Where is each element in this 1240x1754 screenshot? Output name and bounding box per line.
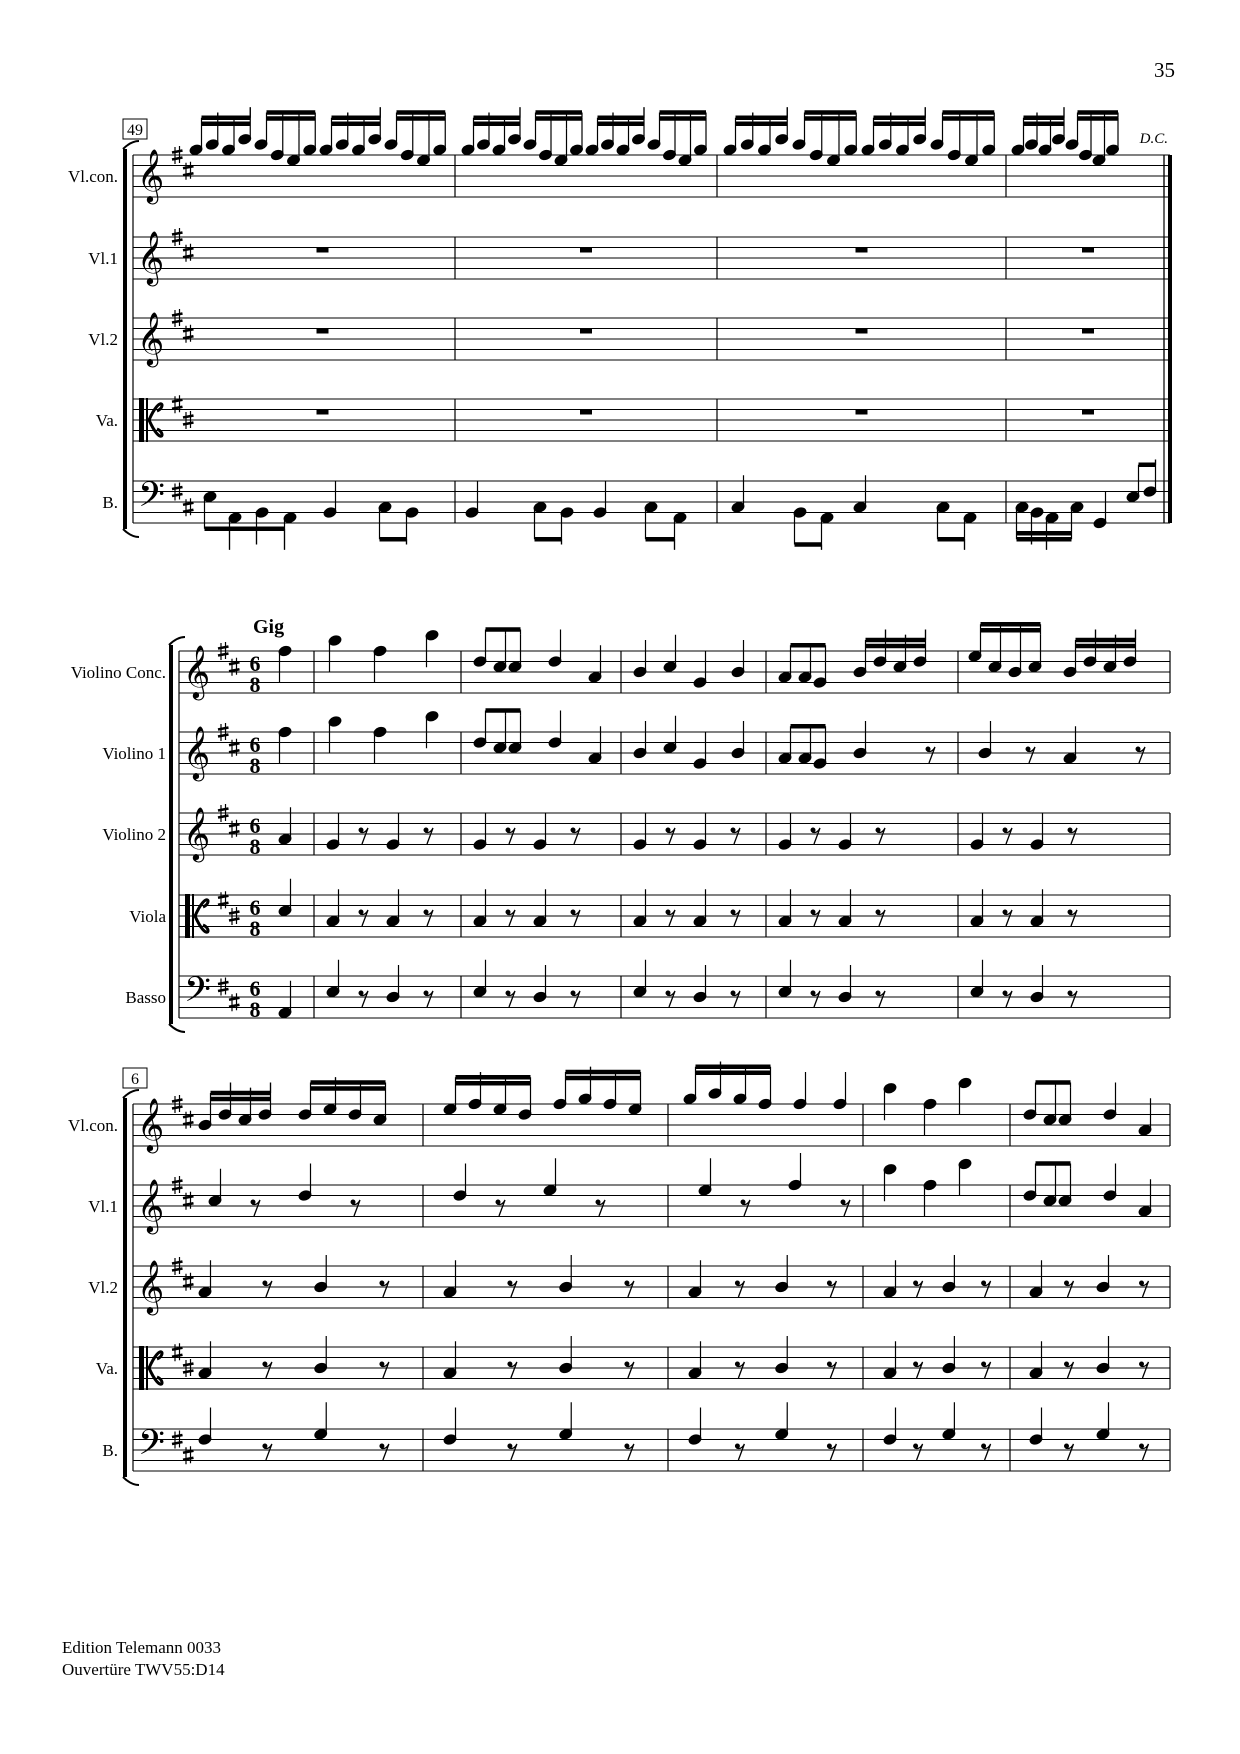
eighth-rest-icon: [666, 991, 676, 1008]
staff-label: Vl.1: [88, 1197, 118, 1216]
bracket-bottom: [123, 529, 139, 537]
measure-number: 6: [131, 1071, 139, 1088]
sharp-icon: [183, 1192, 194, 1210]
eighth-rest-icon: [981, 1362, 991, 1379]
eighth-rest-icon: [981, 1444, 991, 1461]
treble-clef-icon: 𝄞: [183, 806, 211, 860]
bass-clef-icon: 𝄢: [138, 474, 166, 523]
eighth-rest-icon: [981, 1281, 991, 1298]
eighth-rest-icon: [876, 910, 886, 927]
eighth-rest-icon: [1064, 1281, 1074, 1298]
sharp-icon: [229, 739, 240, 757]
eighth-rest-icon: [1003, 991, 1013, 1008]
eighth-rest-icon: [735, 1444, 745, 1461]
whole-rest-icon: [317, 329, 329, 334]
eighth-rest-icon: [351, 1200, 361, 1217]
treble-clef-icon: 𝄞: [137, 311, 165, 365]
staff-label: Vl.con.: [67, 167, 118, 186]
eighth-rest-icon: [624, 1362, 634, 1379]
eighth-rest-icon: [379, 1362, 389, 1379]
eighth-rest-icon: [571, 991, 581, 1008]
treble-clef-icon: 𝄞: [137, 148, 165, 202]
treble-clef-icon: 𝄞: [137, 1178, 165, 1232]
eighth-rest-icon: [731, 991, 741, 1008]
eighth-rest-icon: [827, 1281, 837, 1298]
eighth-rest-icon: [1139, 1362, 1149, 1379]
eighth-rest-icon: [424, 991, 434, 1008]
whole-rest-icon: [580, 410, 592, 415]
staff-label: Va.: [95, 1359, 118, 1378]
staff-label: B.: [102, 1441, 118, 1460]
eighth-rest-icon: [424, 828, 434, 845]
time-signature-numerator: 6: [249, 976, 261, 1001]
treble-clef-icon: 𝄞: [137, 230, 165, 284]
system-1: [68, 119, 1170, 537]
bracket-bottom: [123, 1477, 139, 1485]
eighth-rest-icon: [731, 828, 741, 845]
eighth-rest-icon: [1136, 747, 1146, 764]
eighth-rest-icon: [379, 1444, 389, 1461]
eighth-rest-icon: [359, 991, 369, 1008]
whole-rest-icon: [1082, 329, 1094, 334]
bass-clef-icon: 𝄢: [184, 969, 212, 1018]
eighth-rest-icon: [379, 1281, 389, 1298]
time-signature-denominator: 8: [249, 753, 261, 778]
page-number: 35: [1154, 58, 1175, 82]
treble-clef-icon: 𝄞: [183, 725, 211, 779]
time-signature-denominator: 8: [249, 997, 261, 1022]
eighth-rest-icon: [913, 1362, 923, 1379]
treble-clef-icon: 𝄞: [137, 1097, 165, 1151]
sharp-icon: [218, 891, 229, 909]
sharp-icon: [229, 993, 240, 1011]
time-signature-denominator: 8: [249, 834, 261, 859]
whole-rest-icon: [317, 410, 329, 415]
eighth-rest-icon: [1064, 1444, 1074, 1461]
staff-label: Violino 2: [102, 825, 166, 844]
eighth-rest-icon: [424, 910, 434, 927]
staff-label: Va.: [95, 411, 118, 430]
treble-clef-icon: 𝄞: [183, 644, 211, 698]
staff-label: Basso: [125, 988, 166, 1007]
eighth-rest-icon: [811, 910, 821, 927]
eighth-rest-icon: [251, 1200, 261, 1217]
staff-label: Viola: [129, 907, 166, 926]
eighth-rest-icon: [359, 910, 369, 927]
eighth-rest-icon: [827, 1444, 837, 1461]
whole-rest-icon: [317, 248, 329, 253]
whole-rest-icon: [856, 410, 868, 415]
staff-label: Vl.1: [88, 249, 118, 268]
sharp-icon: [229, 820, 240, 838]
eighth-rest-icon: [571, 910, 581, 927]
movement-title: Gig: [253, 616, 285, 638]
eighth-rest-icon: [1003, 828, 1013, 845]
sharp-icon: [183, 162, 194, 180]
eighth-rest-icon: [913, 1281, 923, 1298]
eighth-rest-icon: [507, 1444, 517, 1461]
whole-rest-icon: [580, 329, 592, 334]
eighth-rest-icon: [811, 828, 821, 845]
measure-number: 49: [127, 122, 143, 139]
system-3: [68, 1068, 1170, 1485]
whole-rest-icon: [1082, 410, 1094, 415]
eighth-rest-icon: [913, 1444, 923, 1461]
eighth-rest-icon: [359, 828, 369, 845]
whole-rest-icon: [580, 248, 592, 253]
eighth-rest-icon: [666, 910, 676, 927]
eighth-rest-icon: [1068, 910, 1078, 927]
eighth-rest-icon: [624, 1444, 634, 1461]
whole-rest-icon: [1082, 248, 1094, 253]
eighth-rest-icon: [262, 1281, 272, 1298]
staff-label: Vl.2: [88, 1278, 118, 1297]
eighth-rest-icon: [876, 991, 886, 1008]
staff-label: Vl.con.: [67, 1116, 118, 1135]
eighth-rest-icon: [596, 1200, 606, 1217]
time-signature-denominator: 8: [249, 916, 261, 941]
eighth-rest-icon: [262, 1362, 272, 1379]
eighth-rest-icon: [741, 1200, 751, 1217]
eighth-rest-icon: [735, 1281, 745, 1298]
eighth-rest-icon: [1068, 991, 1078, 1008]
eighth-rest-icon: [262, 1444, 272, 1461]
eighth-rest-icon: [841, 1200, 851, 1217]
eighth-rest-icon: [666, 828, 676, 845]
staff-label: Violino 1: [102, 744, 166, 763]
eighth-rest-icon: [1003, 910, 1013, 927]
sharp-icon: [183, 244, 194, 262]
time-signature-numerator: 6: [249, 651, 261, 676]
sharp-icon: [183, 1273, 194, 1291]
footer-work: Ouvertüre TWV55:D14: [62, 1660, 225, 1679]
footer-edition: Edition Telemann 0033: [62, 1638, 222, 1657]
eighth-rest-icon: [827, 1362, 837, 1379]
bracket-bottom: [169, 1024, 185, 1032]
staff-label: B.: [102, 493, 118, 512]
time-signature-denominator: 8: [249, 672, 261, 697]
sharp-icon: [183, 1111, 194, 1129]
sharp-icon: [172, 395, 183, 413]
eighth-rest-icon: [507, 1281, 517, 1298]
bass-clef-icon: 𝄢: [138, 1422, 166, 1471]
sharp-icon: [172, 1343, 183, 1361]
whole-rest-icon: [856, 329, 868, 334]
eighth-rest-icon: [624, 1281, 634, 1298]
staff-label: Vl.2: [88, 330, 118, 349]
eighth-rest-icon: [811, 991, 821, 1008]
sharp-icon: [229, 658, 240, 676]
time-signature-numerator: 6: [249, 732, 261, 757]
da-capo-marking: D.C.: [1139, 131, 1168, 147]
eighth-rest-icon: [1064, 1362, 1074, 1379]
eighth-rest-icon: [496, 1200, 506, 1217]
eighth-rest-icon: [731, 910, 741, 927]
eighth-rest-icon: [507, 1362, 517, 1379]
eighth-rest-icon: [571, 828, 581, 845]
eighth-rest-icon: [926, 747, 936, 764]
time-signature-numerator: 6: [249, 813, 261, 838]
sharp-icon: [183, 325, 194, 343]
eighth-rest-icon: [1139, 1444, 1149, 1461]
staff-label: Violino Conc.: [70, 663, 166, 682]
treble-clef-icon: 𝄞: [137, 1259, 165, 1313]
time-signature-numerator: 6: [249, 895, 261, 920]
whole-rest-icon: [856, 248, 868, 253]
eighth-rest-icon: [506, 828, 516, 845]
sharp-icon: [183, 498, 194, 516]
eighth-rest-icon: [1068, 828, 1078, 845]
eighth-rest-icon: [506, 910, 516, 927]
eighth-rest-icon: [506, 991, 516, 1008]
eighth-rest-icon: [735, 1362, 745, 1379]
eighth-rest-icon: [876, 828, 886, 845]
eighth-rest-icon: [1139, 1281, 1149, 1298]
sharp-icon: [183, 1446, 194, 1464]
eighth-rest-icon: [1026, 747, 1036, 764]
